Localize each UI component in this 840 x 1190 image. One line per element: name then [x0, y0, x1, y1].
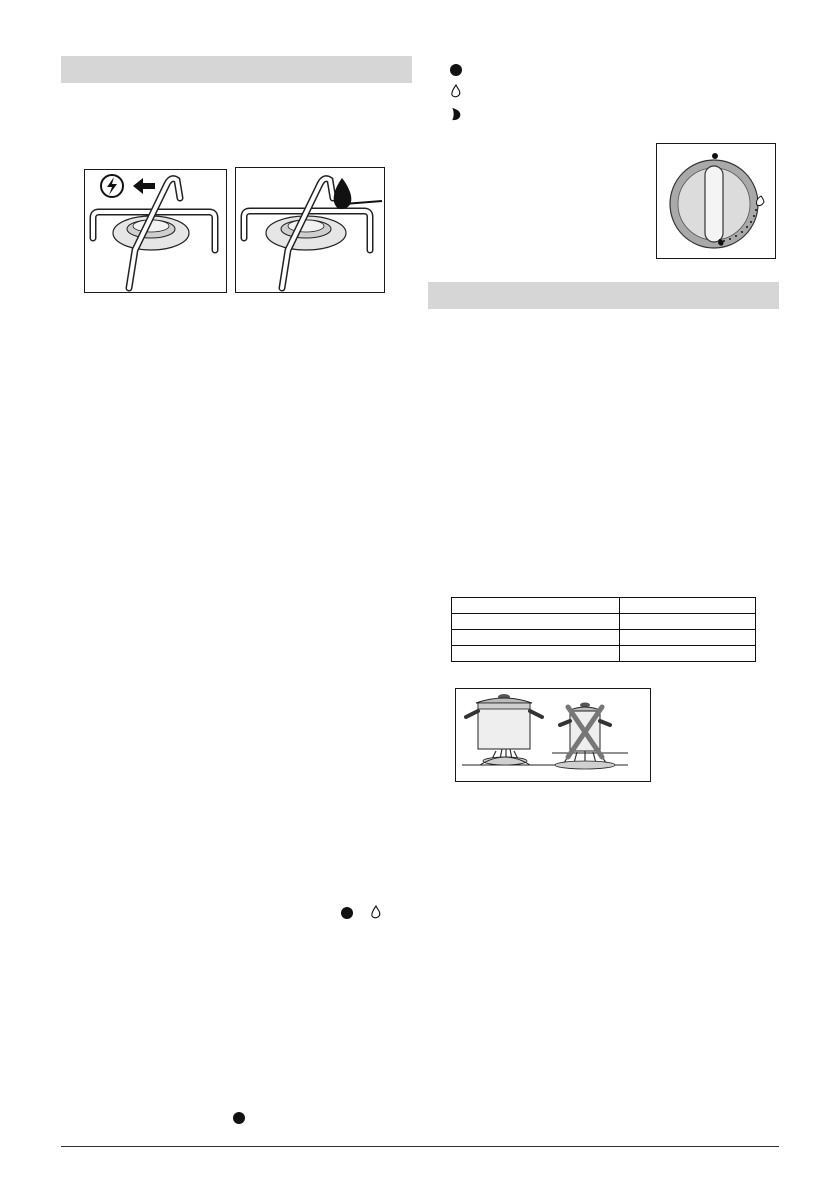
ignition-figure-match — [235, 167, 385, 293]
knob-icon — [657, 144, 775, 258]
table-row — [452, 598, 756, 614]
pan-size-figure — [455, 688, 651, 782]
large-flame-icon — [232, 1111, 246, 1125]
control-knob — [656, 143, 776, 259]
off-dot-icon — [449, 63, 463, 77]
flame-match-icon — [328, 174, 384, 214]
small-flame-icon — [369, 905, 383, 919]
table-cell — [452, 630, 620, 646]
left-section-header — [61, 56, 412, 83]
table-cell — [620, 630, 756, 646]
table-cell — [620, 614, 756, 630]
large-flame-icon — [448, 107, 462, 121]
table-cell — [620, 598, 756, 614]
table-cell — [452, 598, 620, 614]
small-flame-icon — [449, 84, 463, 98]
table-cell — [452, 614, 620, 630]
right-section-header — [428, 282, 779, 309]
table-row — [452, 630, 756, 646]
table-row — [452, 646, 756, 662]
spark-button-icon — [99, 173, 159, 199]
pan-incorrect-icon — [550, 699, 640, 779]
table-cell — [452, 646, 620, 662]
large-flame-icon — [340, 906, 354, 920]
table-cell — [620, 646, 756, 662]
ignition-figure-electric — [84, 169, 227, 293]
footer-rule — [61, 1146, 779, 1147]
table-row — [452, 614, 756, 630]
burner-table — [451, 597, 756, 662]
